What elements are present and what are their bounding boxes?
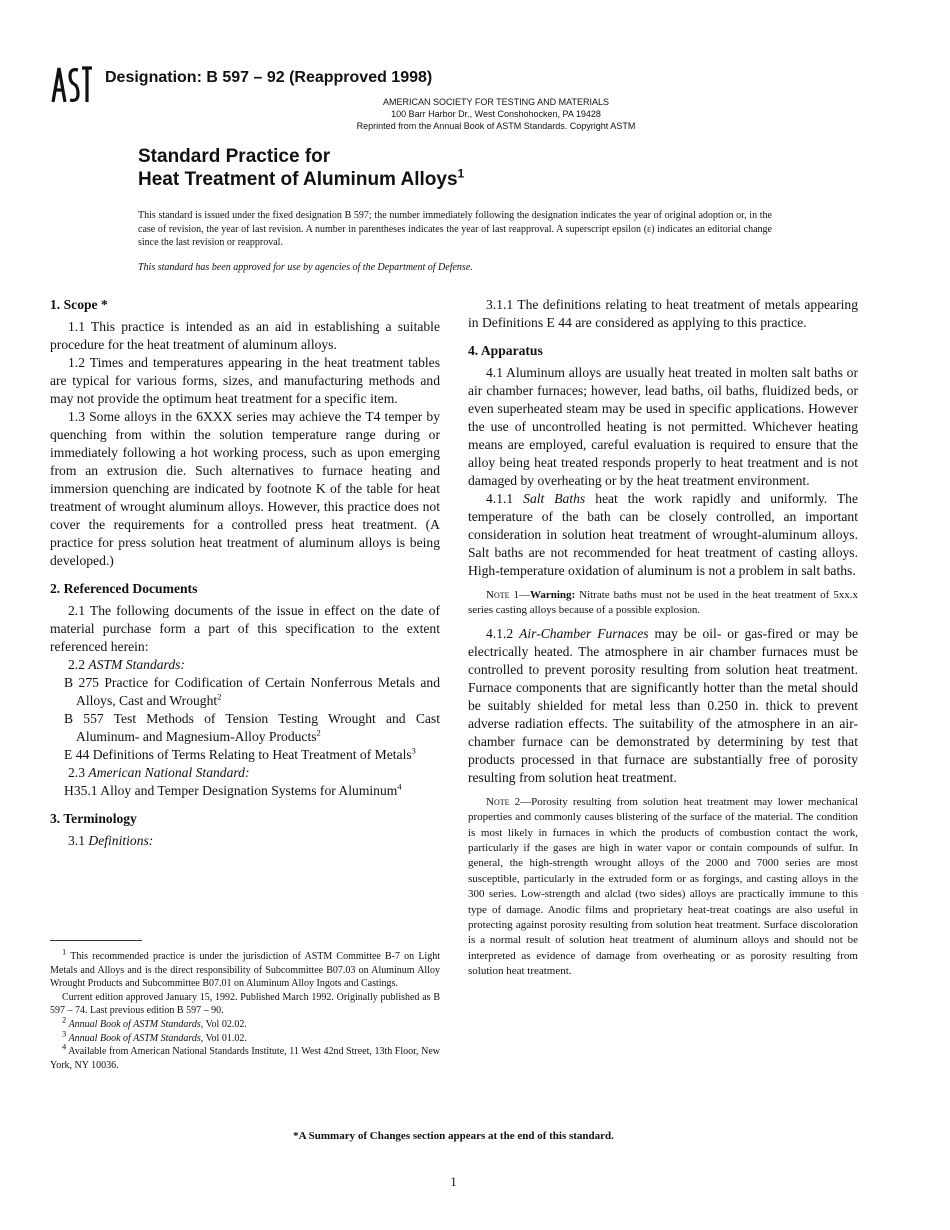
- paragraph: 1.2 Times and temperatures appearing in the heat treatment tables are typical for various forms, sizes, and manufacturing methods and may not provide the optimum heat treatment for a specific item.: [50, 355, 440, 406]
- reference-item: B 275 Practice for Codification of Certain Nonferrous Metals and Alloys, Cast and Wrought$^2$: [64, 675, 440, 708]
- paragraph: 1.3 Some alloys in the 6XXX series may achieve the T4 temper by quenching from within the solution temperature range during or immediately following a hot working process, such as upon emerging from an extrusion die. Such alternatives to furnace heating and immersion quenching are indicated by footnote K of the table for heat treatment of wrought aluminum alloys. However, this practice does not cover the requirements for a controlled press heat treatment. (A practice for press solution heat treatment of aluminum alloys is being developed.): [50, 409, 440, 568]
- footnote: $^2$ Annual Book of ASTM Standards, Vol 02.02.: [62, 1014, 247, 1030]
- approval-statement: This standard has been approved for use by agencies of the Department of Defense.: [138, 262, 473, 273]
- reference-item: H35.1 Alloy and Temper Designation Systems for Aluminum$^4$: [64, 781, 402, 798]
- section-heading: 4. Apparatus: [468, 343, 543, 358]
- footnotes: [50, 946, 440, 1072]
- reference-item: B 557 Test Methods of Tension Testing Wrought and Cast Aluminum- and Magnesium-Alloy Products$^2$: [64, 711, 440, 744]
- paragraph: 4.1 Aluminum alloys are usually heat treated in molten salt baths or air chamber furnaces; however, lead baths, oil baths, fluidized beds, or even superheated steam may be used in specific applications. However the use of uncontrolled heating is not permitted. Whichever heating means are employed, careful evaluation is required to ensure that the alloy being heat treated responds properly to heat treatment and is not damaged by overheating or by the heat treatment environment.: [468, 365, 858, 488]
- title-line-1: Standard Practice for: [138, 146, 331, 167]
- footnote: Current edition approved January 15, 1992. Published March 1992. Originally published as B 597 – 74. Last previous edition B 597 – 90.: [50, 991, 440, 1017]
- publisher-line: Reprinted from the Annual Book of ASTM Standards. Copyright ASTM: [356, 121, 636, 131]
- section-heading: 3. Terminology: [50, 811, 137, 826]
- subsection-heading: 2.2 ASTM Standards:: [68, 657, 185, 672]
- page-number: 1: [450, 1174, 457, 1189]
- paragraph: 3.1.1 The definitions relating to heat treatment of metals appearing in Definitions E 44 are considered as applying to this practice.: [468, 297, 858, 330]
- publisher-info: [0, 96, 950, 132]
- title-footnote-mark: 1: [457, 166, 465, 181]
- publisher-line: 100 Barr Harbor Dr., West Conshohocken, PA 19428: [391, 109, 601, 119]
- footnote: $^4$ Available from American National Standards Institute, 11 West 42nd Street, 13th Floor, New York, NY 10036.: [50, 1041, 440, 1071]
- right-column: [468, 296, 858, 980]
- title-line-2: Heat Treatment of Aluminum Alloys: [138, 169, 458, 190]
- footnote-divider: [50, 940, 142, 941]
- issuance-statement: This standard is issued under the fixed designation B 597; the number immediately following the designation indicates the year of original adoption or, in the case of revision, the year of last revision. A number in parentheses indicates the year of last reapproval. A superscript epsilon (ε) indicates an editorial change since the last revision or reapproval.: [138, 210, 772, 249]
- note: Note 1—Warning: Nitrate baths must not be used in the heat treatment of 5xx.x series casting alloys because of a possible explosion.: [468, 589, 858, 617]
- note: Note 2—Porosity resulting from solution heat treatment may lower mechanical properties and commonly causes blistering of the surface of the material. The condition is most likely in furnaces in which the products of combustion contact the work, particularly if the gases are high in water vapor or contain compounds of sulfur. In general, the high-strength wrought alloys of the 2000 and 7000 series are most susceptible, particularly in the extruded form or as forgings, and casting alloys in the 300 series. Low-strength and alclad (two sides) alloys are practically immune to this type of damage. Anodic films and proprietary heat-treat coatings are also useful in protecting against porosity resulting from solution heat treatment. Surface discoloration is a normal result of solution heat treatment of aluminum alloys and should not be interpreted as evidence of damage from overheating or as porosity resulting from solution heat treatment.: [468, 795, 858, 978]
- summary-of-changes-note: *A Summary of Changes section appears at the end of this standard.: [293, 1130, 614, 1142]
- paragraph: 4.1.2 Air-Chamber Furnaces may be oil- or gas-fired or may be electrically heated. The atmosphere in air chamber furnaces must be controlled to prevent porosity resulting from solution heat treatment. Furnace components that are significantly hotter than the metal should be suitably shielded for metal less than 0.250 in. thick to prevent adverse radiation effects. The suitability of the atmosphere in an air-chamber furnace can be demonstrated by determining by test that products processed in that furnace are substantially free of porosity resulting from solution heat treatment.: [468, 625, 859, 785]
- footnote: $^3$ Annual Book of ASTM Standards, Vol 01.02.: [62, 1028, 247, 1044]
- left-column: [50, 296, 440, 850]
- paragraph: 3.1 Definitions:: [68, 833, 154, 848]
- subsection-heading: 2.3 American National Standard:: [68, 765, 250, 780]
- publisher-line: AMERICAN SOCIETY FOR TESTING AND MATERIALS: [382, 97, 610, 107]
- section-heading: 1. Scope *: [50, 297, 108, 312]
- designation: Designation: B 597 – 92 (Reapproved 1998): [105, 69, 433, 86]
- section-heading: 2. Referenced Documents: [50, 581, 198, 596]
- page-title: [138, 145, 464, 191]
- paragraph: 1.1 This practice is intended as an aid in establishing a suitable procedure for the heat treatment of aluminum alloys.: [50, 319, 440, 352]
- paragraph: 4.1.1 Salt Baths heat the work rapidly and uniformly. The temperature of the bath can be closely controlled, an important consideration in solution heat treatment of wrought-aluminum alloys. Salt baths are not recommended for heat treatment of casting alloys. High-temperature oxidation of aluminum is not a problem in salt baths.: [468, 491, 859, 578]
- reference-item: E 44 Definitions of Terms Relating to Heat Treatment of Metals$^3$: [64, 745, 416, 762]
- footnote: $^1$ This recommended practice is under the jurisdiction of ASTM Committee B-7 on Light Metals and Alloys and is the direct responsibility of Subcommittee B07.03 on Aluminum Alloy Wrought Products and Subcommittee B07.01 on Aluminum Alloy Ingots and Castings.: [50, 946, 440, 990]
- paragraph: 2.1 The following documents of the issue in effect on the date of material purchase form a part of this specification to the extent referenced herein:: [50, 603, 440, 654]
